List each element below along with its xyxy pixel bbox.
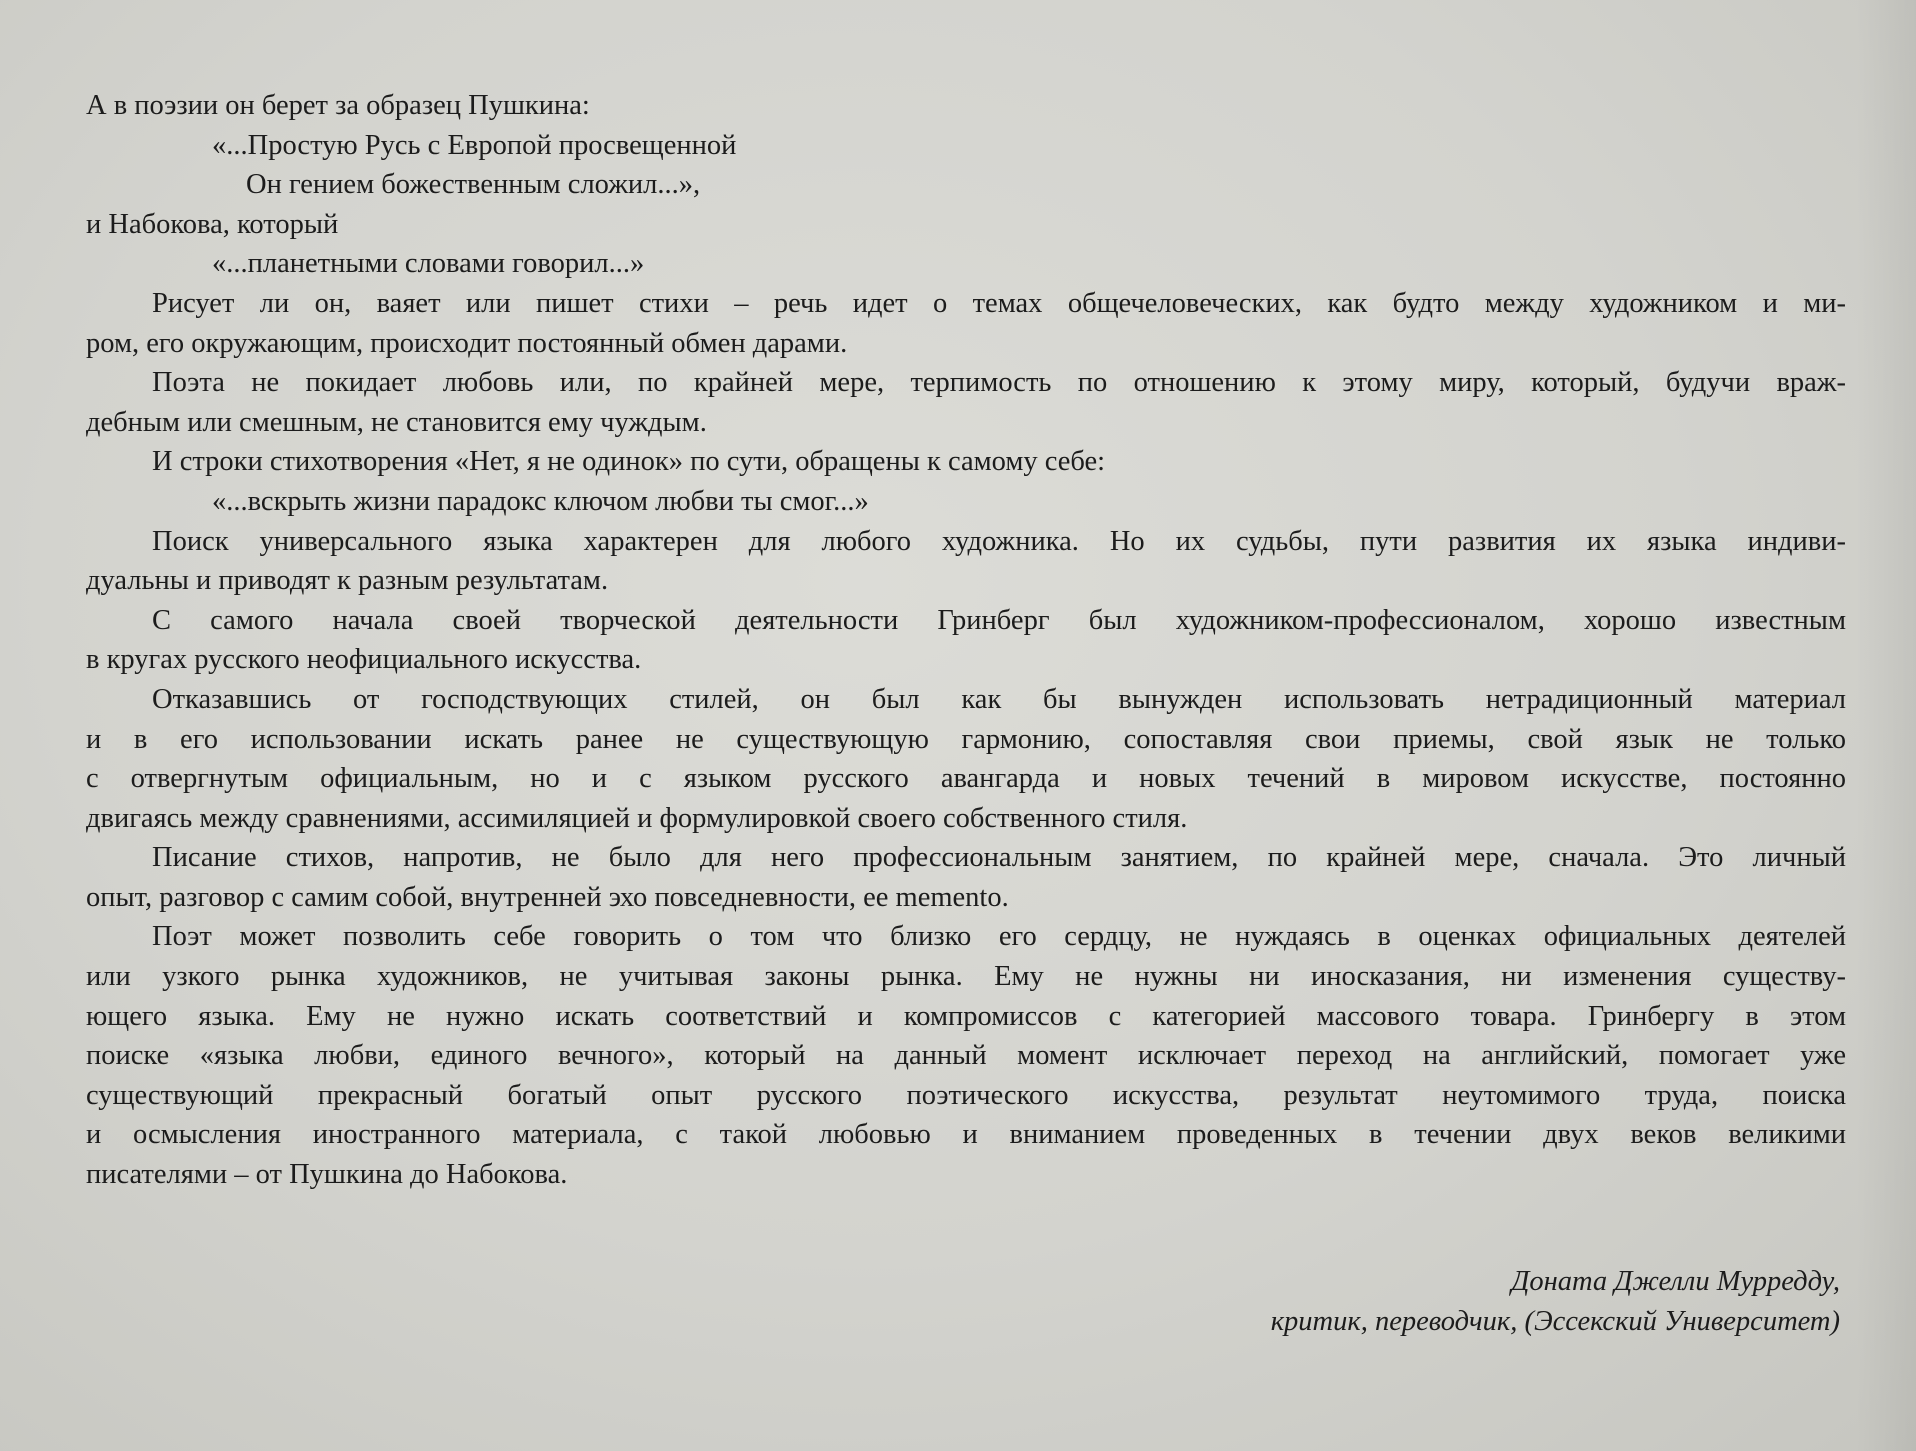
paragraph-line: Отказавшись от господствующих стилей, он был как бы вынужден использовать нетрадиционный материал	[152, 683, 1846, 715]
paragraph-line: Поэт может позволить себе говорить о том что близко его сердцу, не нуждаясь в оценках официальных деятелей	[152, 921, 1846, 953]
author-signature	[940, 1262, 1840, 1341]
intro-line-nabokov: и Набокова, который	[86, 208, 339, 240]
intro-line: А в поэзии он берет за образец Пушкина:	[86, 90, 590, 121]
paragraph-line: Рисует ли он, ваяет или пишет стихи – речь идет о темах общечеловеческих, как будто между художником и ми-	[152, 287, 1846, 319]
paragraph-line: с отвергнутым официальным, но и с языком русского авангарда и новых течений в мировом искусстве, постоянно	[86, 763, 1846, 795]
paragraph-line: опыт, разговор с самим собой, внутренней эхо повседневности, ее memento.	[86, 881, 1009, 913]
paragraph-line: в кругах русского неофициального искусства.	[86, 644, 642, 676]
paragraph-line: Писание стихов, напротив, не было для него профессиональным занятием, по крайней мере, сначала. Это личный	[152, 842, 1846, 874]
article-body	[86, 86, 1846, 1195]
paragraph-line: дебным или смешным, не становится ему чуждым.	[86, 406, 707, 438]
paragraph-line: писателями – от Пушкина до Набокова.	[86, 1159, 568, 1191]
paragraph-line: ющего языка. Ему не нужно искать соответствий и компромиссов с категорией массового товара. Гринбергу в этом	[86, 1000, 1846, 1032]
paragraph-line: Поиск универсального языка характерен для любого художника. Но их судьбы, пути развития их языка индиви-	[152, 525, 1846, 557]
paragraph-line: двигаясь между сравнениями, ассимиляцией и формулировкой своего собственного стиля.	[86, 802, 1188, 834]
paragraph-line: Поэта не покидает любовь или, по крайней мере, терпимость по отношению к этому миру, который, будучи враж-	[152, 367, 1846, 399]
paragraph-line: дуальны и приводят к разным результатам.	[86, 565, 609, 597]
paragraph-line: и осмысления иностранного материала, с такой любовью и вниманием проведенных в течении двух веков великими	[86, 1119, 1846, 1151]
pushkin-quote-line-2: Он гением божественным сложил...»,	[246, 169, 701, 201]
author-name: Доната Джелли Мурредду,	[1511, 1266, 1840, 1297]
pushkin-quote-line-1: «...Простую Русь с Европой просвещенной	[212, 129, 737, 161]
paragraph-line: ром, его окружающим, происходит постоянный обмен дарами.	[86, 327, 848, 359]
paragraph-line: и в его использовании искать ранее не существующую гармонию, сопоставляя свои приемы, свой язык не только	[86, 723, 1846, 755]
paragraph-line: или узкого рынка художников, не учитывая законы рынка. Ему не нужны ни иносказания, ни изменения существу-	[86, 961, 1846, 993]
poem-quote: «...вскрыть жизни парадокс ключом любви ты смог...»	[212, 485, 869, 517]
paragraph-line: существующий прекрасный богатый опыт русского поэтического искусства, результат неутомимого труда, поиска	[86, 1079, 1846, 1111]
author-title: критик, переводчик, (Эссекский Университет)	[1270, 1305, 1840, 1337]
paragraph-line: И строки стихотворения «Нет, я не одинок» по сути, обращены к самому себе:	[152, 446, 1106, 478]
nabokov-quote: «...планетными словами говорил...»	[212, 248, 645, 280]
paragraph-line: С самого начала своей творческой деятельности Гринберг был художником-профессионалом, хорошо известным	[152, 604, 1846, 636]
paragraph-line: поиске «языка любви, единого вечного», который на данный момент исключает переход на английский, помогает уже	[86, 1040, 1846, 1072]
